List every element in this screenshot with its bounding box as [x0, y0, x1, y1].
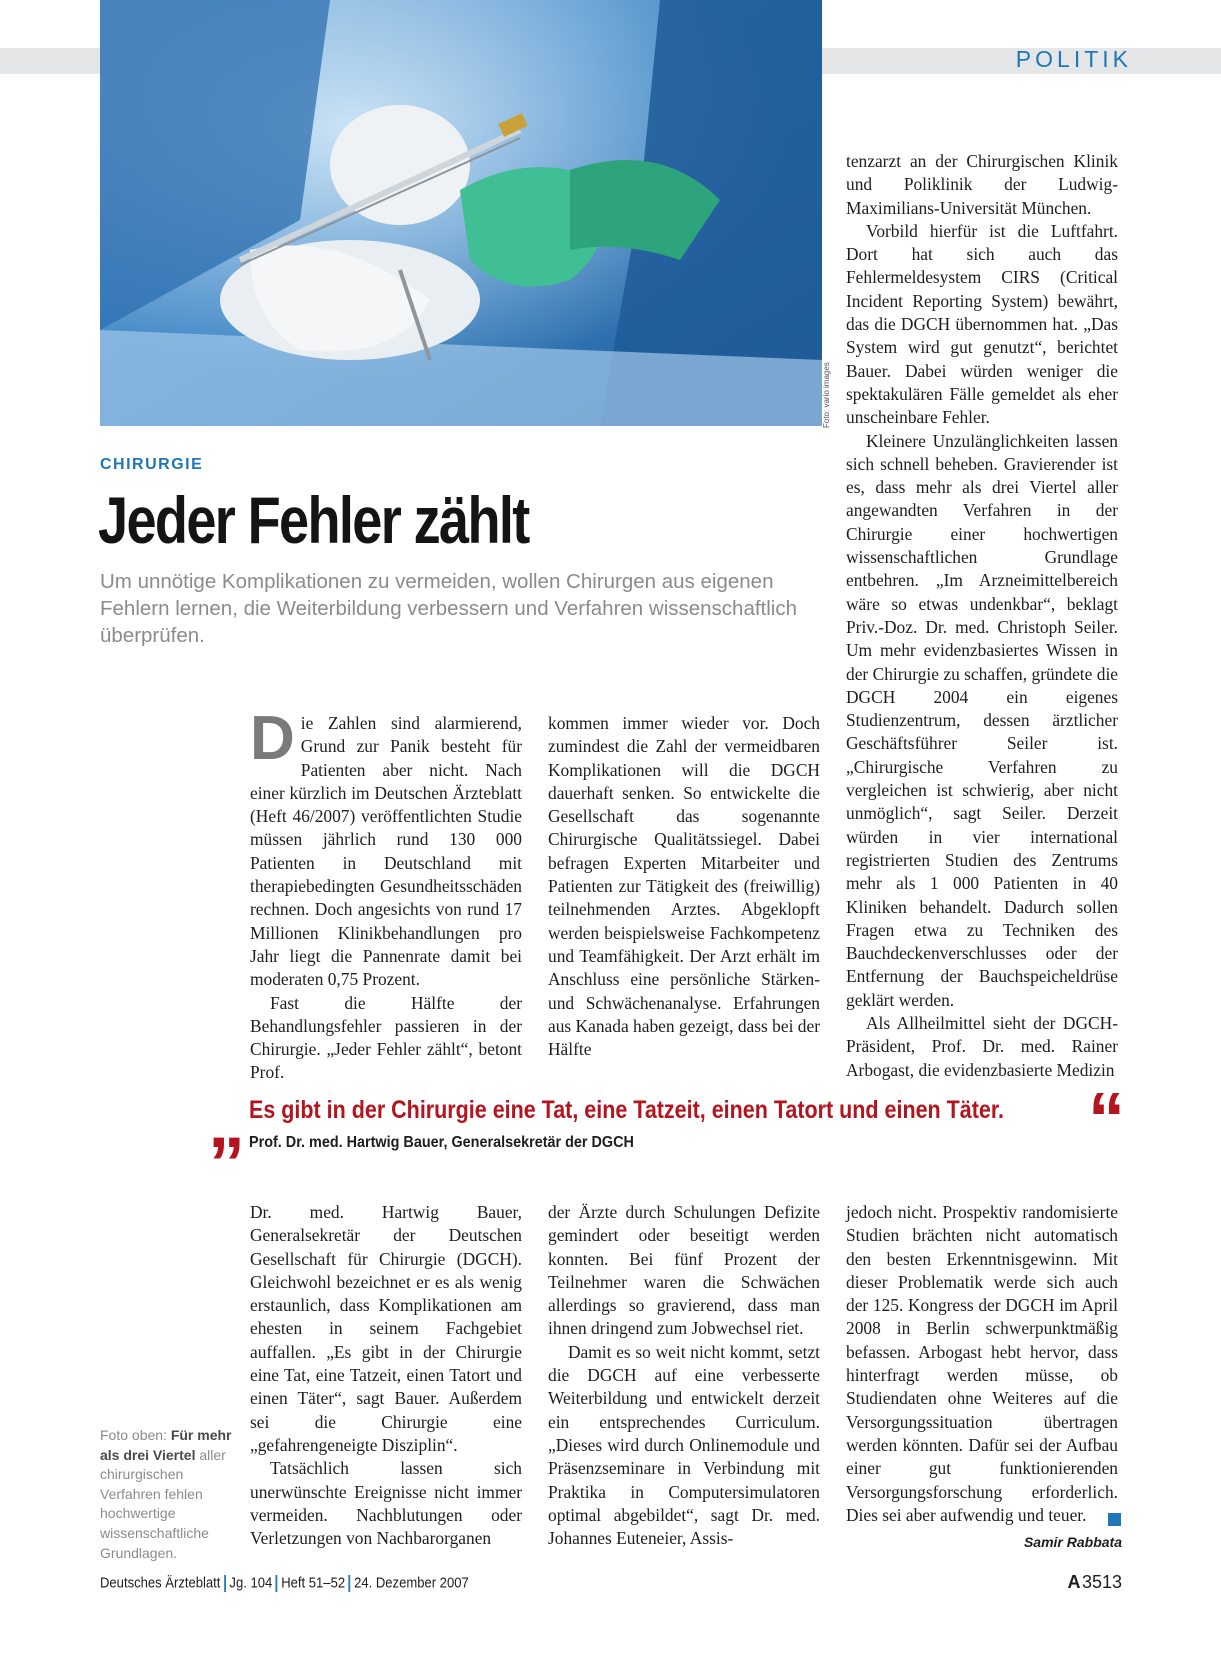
journal-volume: Jg. 104	[229, 1575, 273, 1592]
paragraph: tenzarzt an der Chirurgischen Klinik und Poliklinik der Ludwig-Maximilians-Universität München.	[846, 151, 1118, 218]
quote-open-mark: „	[208, 1080, 245, 1163]
paragraph: Als Allheilmittel sieht der DGCH-Präsident, Prof. Dr. med. Rainer Arbogast, die evidenzbasierte Medizin	[846, 1012, 1118, 1080]
end-mark-icon	[1108, 1513, 1121, 1526]
paragraph: Damit es so weit nicht kommt, setzt die DGCH auf eine verbesserte Weiterbildung und entwickelt derzeit ein entsprechendes Curriculum. „Dieses wird durch Onlinemodule und Präsenzseminare in Verbindung mit Praktika in Computersimulatoren optimal abgebildet“, sagt Dr. med. Johannes Euteneier, Assis-	[548, 1341, 820, 1549]
body-column-2-bottom	[548, 1201, 820, 1550]
photo-credit: Foto: vario images	[822, 362, 831, 428]
caption-bold: Für mehr als drei Viertel	[100, 1427, 232, 1463]
quote-close-mark: “	[1088, 1077, 1125, 1160]
paragraph: jedoch nicht. Prospektiv randomisierte Studien brächten nicht automatisch den besten Erkenntnisgewinn. Mit dieser Problematik werde sich auch der 125. Kongress der DGCH im April 2008 in Berlin schwerpunktmäßig befassen. Arbogast hebt hervor, dass hinterfragt werden müsse, ob Studiendaten ohne Weiteres auf die Versorgungssituation übertragen werden könnten. Dafür sei der Aufbau einer gut funktionierenden Versorgungsforschung erforderlich. Dies sei aber aufwendig und teuer.	[846, 1202, 1118, 1525]
footer-separator	[224, 1575, 226, 1592]
body-column-3-top	[846, 150, 1118, 1082]
paragraph: Fast die Hälfte der Behandlungsfehler passieren in der Chirurgie. „Jeder Fehler zählt“, betont Prof.	[250, 992, 522, 1083]
body-column-1-top	[250, 704, 522, 1085]
article-author: Samir Rabbata	[1023, 1534, 1122, 1550]
section-label: POLITIK	[1015, 46, 1132, 72]
footer-separator	[349, 1575, 351, 1592]
paragraph: der Ärzte durch Schulungen Defizite gemindert oder beseitigt werden konnten. Bei fünf Prozent der Teilnehmer waren die Schwächen allerdings so gravierend, dass man ihnen dringend zum Jobwechsel riet.	[548, 1202, 820, 1339]
paragraph: Vorbild hierfür ist die Luftfahrt. Dort hat sich auch das Fehlermeldesystem CIRS (Critical Incident Reporting System) bewährt, das die DGCH übernommen hat. „Das System wird gut genutzt“, berichtet Bauer. Dabei würden weniger die spektakulären Fälle gemeldet als eher unscheinbare Fehler.	[846, 220, 1118, 428]
journal-issue: Heft 51–52	[281, 1575, 346, 1592]
article-lead: Um unnötige Komplikationen zu vermeiden, wollen Chirurgen aus eigenen Fehlern lernen, die Weiterbildung verbessern und Verfahren wissenschaftlich überprüfen.	[100, 570, 798, 647]
paragraph: ie Zahlen sind alarmierend, Grund zur Panik besteht für Patienten aber nicht. Nach einer kürzlich im Deutschen Ärzteblatt (Heft 46/2007) veröffentlichten Studie müssen jährlich rund 130 000 Patienten in Deutschland mit therapiebedingten Gesundheitsschäden rechnen. Doch angesichts von rund 17 Millionen Klinikbehandlungen pro Jahr liegt die Pannenrate damit bei moderaten 0,75 Prozent.	[250, 713, 522, 990]
body-column-1-bottom	[250, 1201, 522, 1550]
paragraph: Dr. med. Hartwig Bauer, Generalsekretär der Deutschen Gesellschaft für Chirurgie (DGCH). Gleichwohl bezeichnet er es als wenig erstaunlich, dass Komplikationen am ehesten in seinem Fachgebiet auffallen. „Es gibt in der Chirurgie eine Tat, eine Tatzeit, einen Tatort und einen Täter“, sagt Bauer. Außerdem sei die Chirurgie eine „gefahrengeneigte Disziplin“.	[250, 1202, 522, 1455]
paragraph: kommen immer wieder vor. Doch zumindest die Zahl der vermeidbaren Komplikationen will die DGCH dauerhaft senken. So entwickelte die Gesellschaft das sogenannte Chirurgische Qualitätssiegel. Dabei befragen Experten Mitarbeiter und Patienten zur Tätigkeit des (freiwillig) teilnehmenden Arztes. Abgeklopft werden beispielsweise Fachkompetenz und Teamfähigkeit. Der Arzt erhält im Anschluss eine persönliche Stärken- und Schwächenanalyse. Erfahrungen aus Kanada haben gezeigt, dass bei der Hälfte	[548, 713, 820, 1060]
caption-prefix: Foto oben:	[100, 1427, 171, 1443]
article-headline: Jeder Fehler zählt	[98, 483, 529, 557]
paragraph: Tatsächlich lassen sich unerwünschte Ereignisse nicht immer vermeiden. Nachblutungen oder Verletzungen von Nachbarorganen	[250, 1458, 522, 1549]
paragraph: Kleinere Unzulänglichkeiten lassen sich schnell beheben. Gravierender ist es, dass mehr als drei Viertel aller angewandten Verfahren in der Chirurgie einer hochwertigen wissenschaftlichen Grundlage entbehren. „Im Arzneimittelbereich wäre so etwas undenkbar“, beklagt Priv.-Doz. Dr. med. Christoph Seiler. Um mehr evidenzbasiertes Wissen in der Chirurgie zu schaffen, gründete die DGCH 2004 ein eigenes Studienzentrum, dessen ärztlicher Geschäftsführer Seiler ist. „Chirurgische Verfahren zu vergleichen ist schwierig, aber nicht unmöglich“, sagt Seiler. Derzeit würden in vier international registrierten Studien des Zentrums mehr als 1 000 Patienten in 40 Kliniken behandelt. Dadurch sollen Fragen etwa zu Techniken des Bauchdeckenverschlusses oder der Entfernung der Bauchspeicheldrüse geklärt werden.	[846, 430, 1118, 1010]
article-photo	[100, 0, 822, 426]
journal-date: 24. Dezember 2007	[354, 1575, 469, 1592]
body-column-2-top	[548, 712, 820, 1061]
drop-cap: D	[250, 704, 295, 773]
article-kicker: CHIRURGIE	[100, 456, 204, 473]
photo-caption	[100, 1426, 234, 1563]
page-prefix: A	[1067, 1572, 1081, 1592]
page-footer	[100, 1575, 469, 1592]
page-number	[1060, 1572, 1122, 1593]
page-number-value: 3513	[1081, 1572, 1122, 1592]
footer-separator	[276, 1575, 278, 1592]
pull-quote-attribution: Prof. Dr. med. Hartwig Bauer, Generalsekretär der DGCH	[249, 1134, 634, 1151]
body-column-3-bottom	[846, 1201, 1118, 1527]
pull-quote-text: Es gibt in der Chirurgie eine Tat, eine Tatzeit, einen Tatort und einen Täter.	[249, 1096, 1004, 1124]
caption-rest: aller chirurgischen Verfahren fehlen hochwertige wissenschaftliche Grundlagen.	[100, 1446, 226, 1561]
journal-name: Deutsches Ärzteblatt	[100, 1575, 221, 1592]
